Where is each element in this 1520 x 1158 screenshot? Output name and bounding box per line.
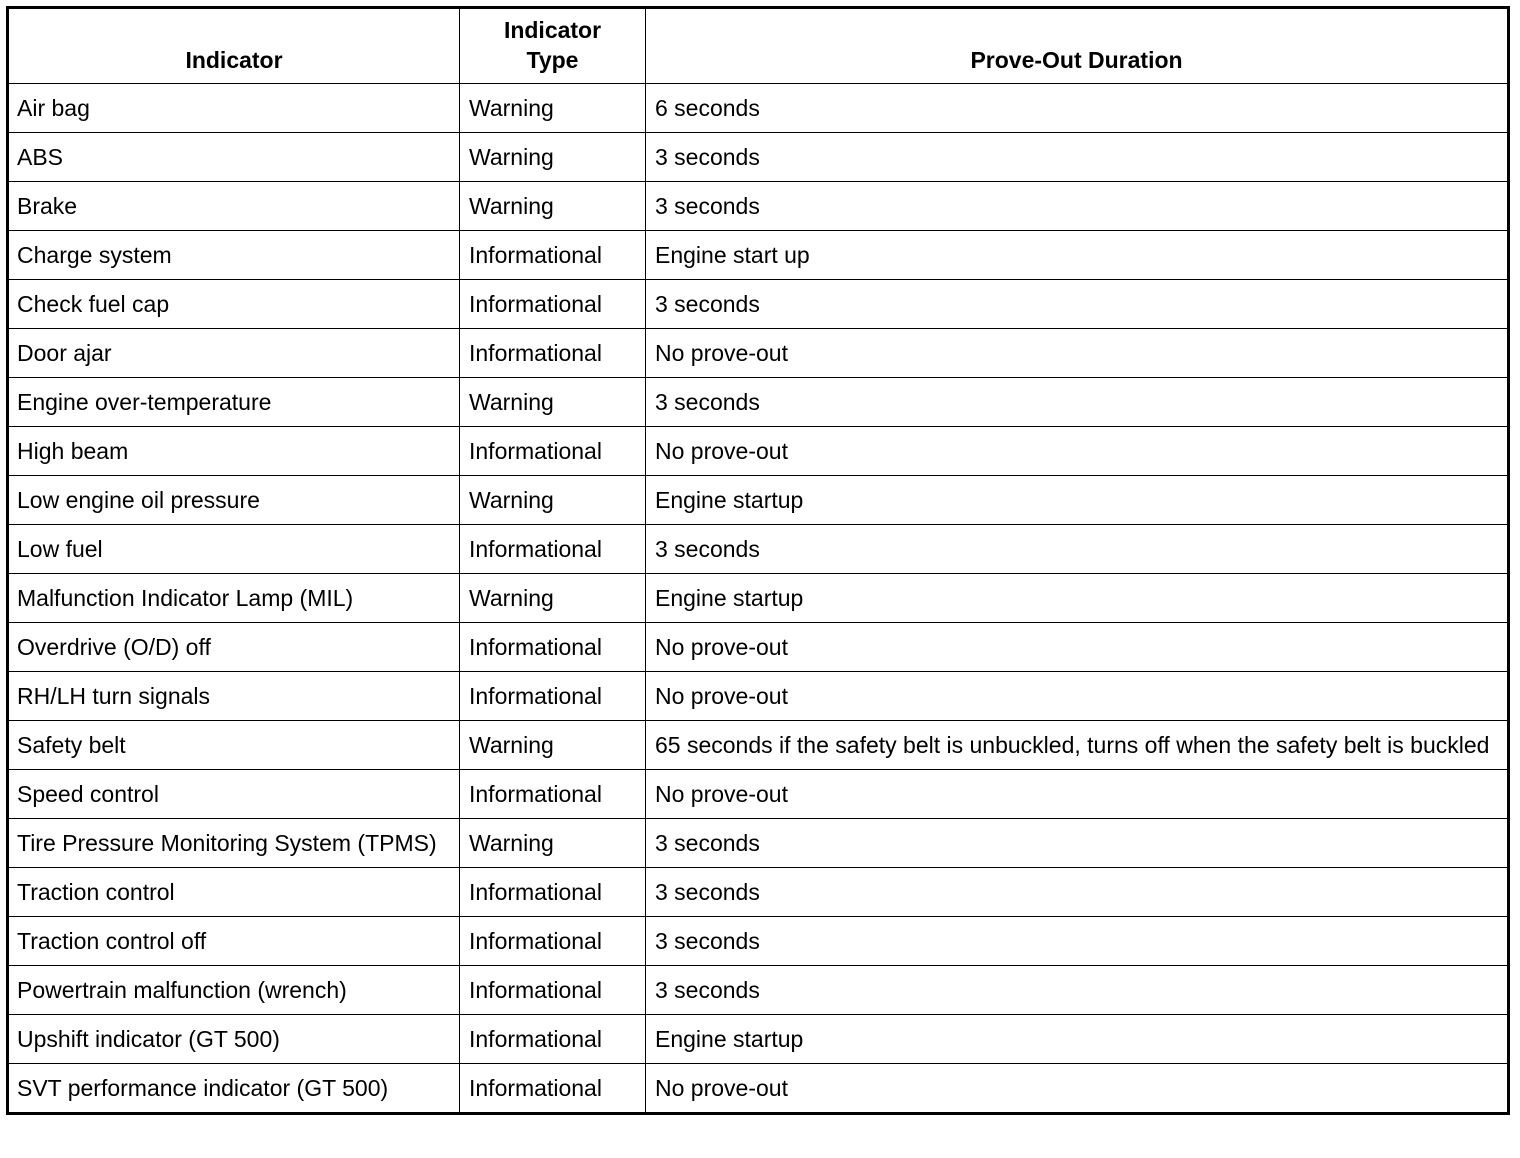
indicator-cell: Overdrive (O/D) off [8, 623, 460, 672]
prove-out-duration-cell: No prove-out [646, 770, 1509, 819]
header-row [8, 8, 1509, 84]
indicator-type-cell: Informational [460, 329, 646, 378]
prove-out-duration-cell: 6 seconds [646, 84, 1509, 133]
indicator-type-cell: Informational [460, 966, 646, 1015]
prove-out-duration-cell: 3 seconds [646, 280, 1509, 329]
header-prove-out-duration: Prove-Out Duration [646, 8, 1509, 84]
prove-out-duration-cell: 3 seconds [646, 525, 1509, 574]
indicator-cell: Engine over-temperature [8, 378, 460, 427]
table-row [8, 623, 1509, 672]
indicator-type-cell: Warning [460, 721, 646, 770]
table-row [8, 84, 1509, 133]
prove-out-duration-cell: 3 seconds [646, 819, 1509, 868]
prove-out-duration-cell: 3 seconds [646, 378, 1509, 427]
prove-out-duration-cell: No prove-out [646, 329, 1509, 378]
indicator-cell: RH/LH turn signals [8, 672, 460, 721]
prove-out-duration-cell: No prove-out [646, 1064, 1509, 1114]
header-indicator: Indicator [8, 8, 460, 84]
table-row [8, 1015, 1509, 1064]
indicator-type-cell: Informational [460, 868, 646, 917]
indicator-type-cell: Informational [460, 623, 646, 672]
indicator-cell: Brake [8, 182, 460, 231]
indicator-type-cell: Warning [460, 84, 646, 133]
prove-out-duration-cell: 3 seconds [646, 917, 1509, 966]
indicator-type-cell: Warning [460, 819, 646, 868]
table-row [8, 819, 1509, 868]
indicator-cell: Malfunction Indicator Lamp (MIL) [8, 574, 460, 623]
prove-out-duration-cell: No prove-out [646, 623, 1509, 672]
indicator-type-cell: Warning [460, 182, 646, 231]
indicator-type-cell: Informational [460, 917, 646, 966]
prove-out-duration-cell: Engine startup [646, 574, 1509, 623]
indicator-type-cell: Informational [460, 770, 646, 819]
table-row [8, 231, 1509, 280]
table-row [8, 476, 1509, 525]
prove-out-duration-cell: Engine startup [646, 476, 1509, 525]
indicator-type-cell: Informational [460, 1064, 646, 1114]
prove-out-duration-cell: 3 seconds [646, 966, 1509, 1015]
indicator-cell: SVT performance indicator (GT 500) [8, 1064, 460, 1114]
prove-out-duration-cell: No prove-out [646, 672, 1509, 721]
indicator-cell: Air bag [8, 84, 460, 133]
indicator-prove-out-table [6, 6, 1510, 1115]
indicator-type-cell: Warning [460, 476, 646, 525]
table-row [8, 770, 1509, 819]
prove-out-duration-cell: Engine start up [646, 231, 1509, 280]
table-row [8, 1064, 1509, 1114]
indicator-cell: ABS [8, 133, 460, 182]
table-row [8, 329, 1509, 378]
table-row [8, 574, 1509, 623]
indicator-cell: Door ajar [8, 329, 460, 378]
indicator-type-cell: Informational [460, 672, 646, 721]
table-row [8, 672, 1509, 721]
indicator-type-cell: Informational [460, 231, 646, 280]
prove-out-duration-cell: 3 seconds [646, 182, 1509, 231]
indicator-type-cell: Informational [460, 1015, 646, 1064]
indicator-type-cell: Informational [460, 427, 646, 476]
indicator-cell: Traction control [8, 868, 460, 917]
table-row [8, 280, 1509, 329]
indicator-cell: Speed control [8, 770, 460, 819]
indicator-cell: Powertrain malfunction (wrench) [8, 966, 460, 1015]
indicator-cell: Charge system [8, 231, 460, 280]
indicator-cell: Check fuel cap [8, 280, 460, 329]
indicator-cell: Low fuel [8, 525, 460, 574]
table-body [8, 84, 1509, 1114]
indicator-cell: Tire Pressure Monitoring System (TPMS) [8, 819, 460, 868]
indicator-type-cell: Informational [460, 280, 646, 329]
indicator-type-cell: Informational [460, 525, 646, 574]
table-row [8, 917, 1509, 966]
prove-out-duration-cell: No prove-out [646, 427, 1509, 476]
header-indicator-type: Indicator Type [460, 8, 646, 84]
indicator-type-cell: Warning [460, 574, 646, 623]
prove-out-duration-cell: 3 seconds [646, 868, 1509, 917]
indicator-cell: Upshift indicator (GT 500) [8, 1015, 460, 1064]
table-row [8, 966, 1509, 1015]
indicator-type-cell: Warning [460, 133, 646, 182]
prove-out-duration-cell: 3 seconds [646, 133, 1509, 182]
table-row [8, 721, 1509, 770]
indicator-cell: Traction control off [8, 917, 460, 966]
table-row [8, 378, 1509, 427]
table-row [8, 868, 1509, 917]
table-row [8, 525, 1509, 574]
indicator-cell: Low engine oil pressure [8, 476, 460, 525]
table-row [8, 182, 1509, 231]
prove-out-duration-cell: Engine startup [646, 1015, 1509, 1064]
table-row [8, 133, 1509, 182]
table-header [8, 8, 1509, 84]
indicator-cell: High beam [8, 427, 460, 476]
indicator-cell: Safety belt [8, 721, 460, 770]
table-row [8, 427, 1509, 476]
indicator-type-cell: Warning [460, 378, 646, 427]
prove-out-duration-cell: 65 seconds if the safety belt is unbuckled, turns off when the safety belt is buckled [646, 721, 1509, 770]
